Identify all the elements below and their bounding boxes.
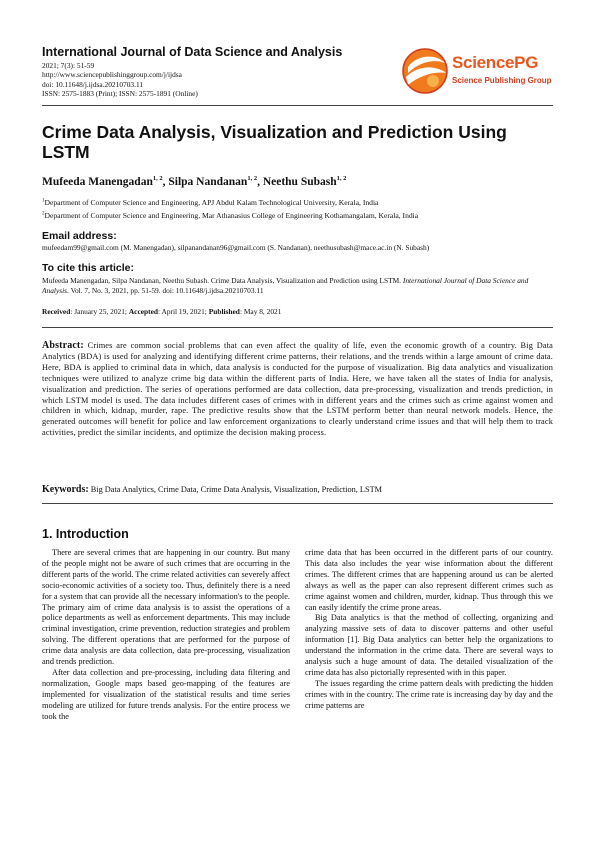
- accepted-label: Accepted: [128, 307, 158, 316]
- article-dates: [42, 307, 553, 317]
- sciencepg-logo: [400, 47, 560, 95]
- intro-column-right: [305, 548, 553, 712]
- received-label: Received: [42, 307, 71, 316]
- keywords-label: Keywords:: [42, 484, 89, 495]
- citation-journal: International Journal of Data Science and Analysis: [42, 276, 529, 295]
- paragraph: There are several crimes that are happening in our country. But many of the people might not be aware of such crimes that are occurring in the different parts of the world. The crime related activities can severely affect socio-economic activities of a society too. Thus, definitely there is a need for a system that can provide all the necessary information's to the people. The primary aim of crime data analysis is to assist the operations of a police departments as well as enforcement departments. This may include criminal investigation, crime prevention, reduction strategies and problem solving. The different operations that are performed for the purpose of crime data analysis are data collection, data pre-processing, visualization and trends prediction.: [42, 548, 290, 667]
- citation-details: . Vol. 7, No. 3, 2021, pp. 51-59. doi: 10.11648/j.ijdsa.20210703.11: [67, 285, 264, 295]
- keywords-text: Big Data Analytics, Crime Data, Crime Data Analysis, Visualization, Prediction, LSTM: [90, 485, 383, 494]
- journal-header: [42, 45, 402, 99]
- citation-main: Mufeeda Manengadan, Silpa Nandanan, Neethu Subash. Crime Data Analysis, Visualization and Prediction using LSTM.: [42, 276, 402, 285]
- section-heading-introduction: 1. Introduction: [42, 527, 129, 541]
- logo-subtitle: Science Publishing Group: [452, 76, 552, 85]
- journal-issn: ISSN: 2575-1883 (Print); ISSN: 2575-1891 (Online): [42, 89, 198, 99]
- header-divider: [42, 105, 553, 106]
- intro-column-left: [42, 548, 290, 723]
- author-name: Neethu Subash: [262, 175, 337, 188]
- author-affil-ref: 1, 2: [336, 175, 347, 182]
- paragraph: Big Data analytics is that the method of collecting, organizing and analyzing massive sets of data to discover patterns and other useful information [1]. Big Data analytics can better help the organizations to understand the information in the crime data. There are several ways to analysis such a huge amount of data. The detailed visualization of the crime data has also pictorially represented with in this paper.: [305, 613, 553, 677]
- affiliation-text: Department of Computer Science and Engineering, APJ Abdul Kalam Technological University, Kerala, India: [44, 198, 379, 207]
- author-affil-ref: 1, 2: [152, 175, 163, 182]
- paragraph: crime data that has been occurred in the different parts of our country. This data also includes the year wise information about the different crimes. The different crimes that are happening around us can be alerted always as well as the paper can also represent different crimes such as crime against women and children, murder, kidnap. Thus through this we can easily identify the crime prone areas.: [305, 548, 553, 612]
- affiliation: [42, 211, 418, 220]
- author-name: Mufeeda Manengadan: [42, 175, 153, 188]
- affiliation: [42, 198, 378, 207]
- abstract-text: Crimes are common social problems that can even affect the quality of life, even the economic growth of a country. Big Data Analytics (BDA) is used for analyzing and identifying different crime patterns, their relations, and the trends within a large amount of crime data. Here, BDA is applied to criminal data in which, data analysis is conducted for the purpose of visualization. Big data analytics and visualization techniques were utilized to analyze crime big data within the different parts of India. Here, we have taken all the states of India for analysis, visualization and prediction. The series of operations performed are data collection, data pre-processing, visualization and trends prediction, in which LSTM model is used. The data includes different cases of crimes with in different years and the crimes such as crime against women and children in which, kidnap, murder, rape. The predictive results show that the LSTM perform better than neural network models. Hence, the generated outcomes will benefit for police and law enforcement organizations to clearly understand crime issues and that will help them to track activities, predict the similar incidents, and optimize the decision making process.: [42, 341, 553, 438]
- logo-name: SciencePG: [452, 53, 539, 72]
- published-date: : May 8, 2021: [239, 307, 282, 316]
- journal-volume: 2021; 7(3): 51-59: [42, 61, 95, 70]
- keywords-divider: [42, 503, 553, 504]
- paragraph: The issues regarding the crime pattern deals with predicting the hidden crimes with in the country. The crime rate is increasing day by day and the crime patterns are: [305, 678, 553, 710]
- abstract-label: Abstract:: [42, 340, 84, 351]
- keywords: [42, 484, 553, 495]
- accepted-date: : April 19, 2021;: [157, 307, 209, 316]
- abstract: [42, 341, 553, 439]
- paragraph: After data collection and pre-processing, including data filtering and normalization, Google maps based geo-mapping of the features are implemented for visualization of the statistical results and time series modeling are utilized for future trends analysis. For the entire process we took the: [42, 667, 290, 721]
- citation-text: [42, 276, 553, 296]
- email-heading: Email address:: [42, 230, 117, 242]
- dates-divider: [42, 327, 553, 328]
- sciencepg-logo-mark-icon: [400, 47, 450, 95]
- affiliation-number: 1: [42, 198, 45, 204]
- author-name: Silpa Nandanan: [168, 175, 248, 188]
- published-label: Published: [208, 307, 240, 316]
- author-list: Mufeeda Manengadan$^{1, 2}$, Silpa Nandanan$^{1, 2}$, Neethu Subash$^{1, 2}$: [42, 175, 347, 188]
- cite-heading: To cite this article:: [42, 262, 134, 274]
- author-affil-ref: 1, 2: [247, 175, 258, 182]
- affiliation-text: Department of Computer Science and Engineering, Mar Athanasius College of Engineering Kothamangalam, Kerala, India: [44, 211, 419, 220]
- received-date: : January 25, 2021;: [70, 307, 129, 316]
- affiliation-number: 2: [42, 211, 45, 217]
- journal-name: International Journal of Data Science and Analysis: [42, 45, 343, 59]
- journal-url[interactable]: http://www.sciencepublishinggroup.com/j/ijdsa: [42, 70, 182, 80]
- journal-doi: doi: 10.11648/j.ijdsa.20210703.11: [42, 79, 144, 89]
- paper-title: Crime Data Analysis, Visualization and Prediction Using LSTM: [42, 122, 507, 162]
- email-addresses: mufeedam99@gmail.com (M. Manengadan), silpanandanan96@gmail.com (S. Nandanan), neethusubash@mace.ac.in (N. Subash): [42, 243, 430, 252]
